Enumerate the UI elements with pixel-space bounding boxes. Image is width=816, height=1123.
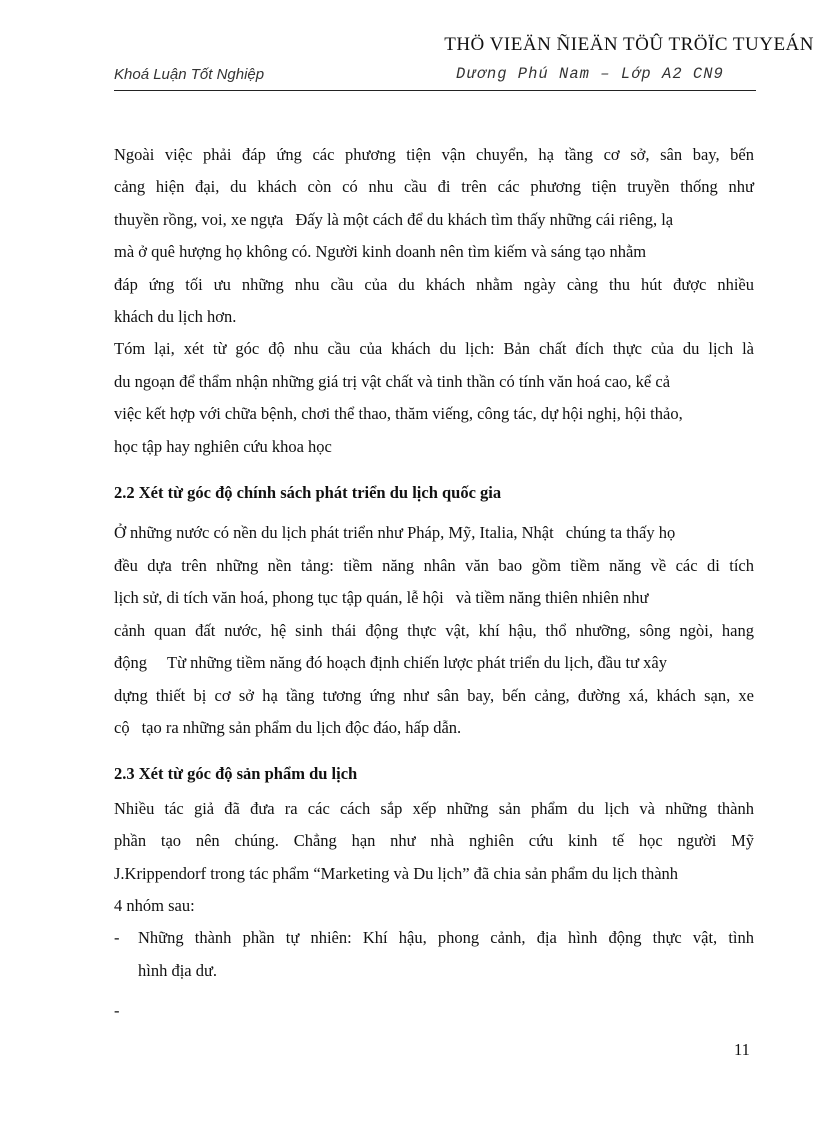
text-line: học tập hay nghiên cứu khoa học: [114, 436, 332, 456]
running-header: [114, 62, 756, 91]
library-watermark: THÖ VIEÄN ÑIEÄN TÖÛ TRÖÏC TUYEÁN: [444, 34, 814, 55]
text-line: mà ở quê hượng họ không có. Người kinh doanh nên tìm kiếm và sáng tạo nhằm: [114, 242, 647, 262]
text-line: Ngoài việc phải đáp ứng các phương tiện vận chuyển, hạ tầng cơ sở, sân bay, bến: [114, 145, 754, 164]
text-fragment: động: [114, 653, 147, 673]
text-line: [114, 517, 754, 549]
text-line: 4 nhóm sau:: [114, 895, 195, 915]
text-line: đều dựa trên những nền tảng: tiềm năng nhân văn bao gồm tiềm năng về các di tích: [114, 555, 754, 575]
text-line: [114, 712, 754, 744]
document-body: [114, 139, 754, 1028]
text-fragment: lịch sử, di tích văn hoá, phong tục tập quán, lễ hội: [114, 588, 444, 608]
list-item: [114, 995, 754, 1027]
page-number: 11: [734, 1040, 750, 1059]
text-line: cảng hiện đại, du khách còn có nhu cầu đi trên các phương tiện truyền thống như: [114, 177, 754, 197]
section-heading-2-2: 2.2 Xét từ góc độ chính sách phát triển du lịch quốc gia: [114, 483, 502, 503]
text-fragment: Đấy là một cách để du khách tìm thấy những cái riêng, lạ: [295, 209, 674, 229]
text-line: Tóm lại, xét từ góc độ nhu cầu của khách du lịch: Bản chất đích thực của du lịch là: [114, 339, 754, 359]
text-fragment: tạo ra những sản phẩm du lịch độc đáo, hấp dẫn.: [141, 717, 462, 737]
paragraph-summary: [114, 333, 754, 463]
text-fragment: và tiềm năng thiên nhiên như: [455, 588, 649, 608]
list-item: [114, 922, 754, 987]
text-line: [114, 647, 754, 679]
text-line: khách du lịch hơn.: [114, 307, 237, 327]
bullet-dash: -: [114, 1001, 120, 1021]
text-fragment: Từ những tiềm năng đó hoạch định chiến lược phát triển du lịch, đầu tư xây: [167, 653, 667, 673]
paragraph-tourism-products: [114, 793, 754, 923]
header-author-class: Dương Phú Nam – Lớp A2 CN9: [456, 65, 724, 83]
paragraph-national-policy: [114, 517, 754, 744]
text-line: Nhiều tác giả đã đưa ra các cách sắp xếp những sản phẩm du lịch và những thành: [114, 798, 754, 818]
text-line: dựng thiết bị cơ sở hạ tầng tương ứng như sân bay, bến cảng, đường xá, khách sạn, xe: [114, 685, 754, 705]
text-line: phần tạo nên chúng. Chẳng hạn như nhà nghiên cứu kinh tế học người Mỹ: [114, 831, 754, 851]
section-heading-2-3: 2.3 Xét từ góc độ sản phẩm du lịch: [114, 764, 358, 784]
text-line: đáp ứng tối ưu những nhu cầu của du khách nhằm ngày càng thu hút được nhiều: [114, 274, 754, 294]
text-fragment: Ở những nước có nền du lịch phát triển như Pháp, Mỹ, Italia, Nhật: [114, 523, 554, 543]
text-line: cảnh quan đất nước, hệ sinh thái động thực vật, khí hậu, thổ nhưỡng, sông ngòi, hang: [114, 620, 754, 640]
text-fragment: cộ: [114, 717, 130, 737]
text-line: du ngoạn để thẩm nhận những giá trị vật chất và tinh thần có tính văn hoá cao, kể cả: [114, 371, 671, 391]
text-line: việc kết hợp với chữa bệnh, chơi thể thao, thăm viếng, công tác, dự hội nghị, hội thảo,: [114, 404, 683, 424]
header-thesis-title: Khoá Luận Tốt Nghiệp: [114, 66, 265, 83]
text-fragment: chúng ta thấy họ: [565, 523, 676, 543]
bullet-dash: -: [114, 928, 120, 948]
text-fragment: thuyền rồng, voi, xe ngựa: [114, 209, 284, 229]
text-line: Những thành phần tự nhiên: Khí hậu, phong cảnh, địa hình động thực vật, tình: [138, 928, 754, 948]
text-line: J.Krippendorf trong tác phẩm “Marketing và Du lịch” đã chia sản phẩm du lịch thành: [114, 863, 679, 883]
text-line: [114, 582, 754, 614]
text-line: [114, 204, 754, 236]
paragraph-transport-needs: [114, 139, 754, 333]
text-line: hình địa dư.: [138, 960, 218, 980]
